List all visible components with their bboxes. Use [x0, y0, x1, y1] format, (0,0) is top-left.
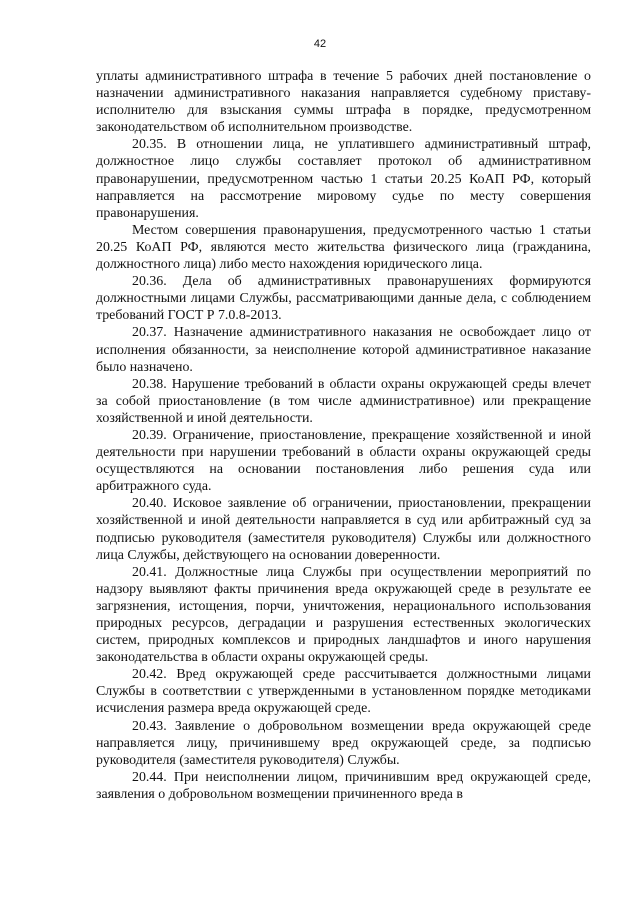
paragraph: 20.42. Вред окружающей среде рассчитывается должностными лицами Службы в соответствии с утвержденными в установленном порядке методиками исчисления размера вреда окружающей среде.: [96, 667, 591, 717]
paragraph: 20.35. В отношении лица, не уплатившего административный штраф, должностное лицо службы составляет протокол об административном правонарушении, предусмотренном частью 1 статьи 20.25 КоАП РФ, который направляется на рассмотрение мировому судье по месту совершения правонарушения.: [96, 137, 591, 221]
paragraph: уплаты административного штрафа в течение 5 рабочих дней постановление о назначении административного наказания направляется судебному приставу-исполнителю для взыскания суммы штрафа в порядке, предусмотренном законодательством об исполнительном производстве.: [96, 69, 591, 136]
paragraph: Местом совершения правонарушения, предусмотренного частью 1 статьи 20.25 КоАП РФ, являются место жительства физического лица (гражданина, должностного лица) либо место нахождения юридического лица.: [96, 222, 591, 273]
paragraph: 20.41. Должностные лица Службы при осуществлении мероприятий по надзору выявляют факты причинения вреда окружающей среде в результате ее загрязнения, истощения, порчи, уничтожения, нерационального использования природных ресурсов, деградации и разрушения естественных экологических систем, природных комплексов и природных ландшафтов и иного нарушения законодательства в области охраны окружающей среды.: [96, 564, 591, 666]
paragraph: 20.44. При неисполнении лицом, причинившим вред окружающей среде, заявления о добровольном возмещении причиненного вреда в: [96, 769, 591, 802]
paragraph: 20.37. Назначение административного наказания не освобождает лицо от исполнения обязанности, за неисполнение которой административное наказание было назначено.: [96, 325, 591, 375]
paragraph: 20.36. Дела об административных правонарушениях формируются должностными лицами Службы, рассматривающими данные дела, с соблюдением требований ГОСТ Р 7.0.8-2013.: [96, 274, 591, 324]
paragraph: 20.40. Исковое заявление об ограничении, приостановлении, прекращении хозяйственной и иной деятельности направляется в суд или арбитражный суд за подписью руководителя (заместителя руководителя) Службы или должностного лица Службы, действующего на основании доверенности.: [96, 496, 591, 563]
page-number: 42: [313, 38, 327, 50]
paragraph: 20.39. Ограничение, приостановление, прекращение хозяйственной и иной деятельности при нарушении требований в области охраны окружающей среды осуществляются на основании постановления либо решения суда или арбитражного суда.: [96, 427, 591, 495]
paragraph: 20.43. Заявление о добровольном возмещении вреда окружающей среде направляется лицу, причинившему вред окружающей среде, за подписью руководителя (заместителя руководителя) Службы.: [96, 718, 591, 768]
paragraph: 20.38. Нарушение требований в области охраны окружающей среды влечет за собой приостановление (в том числе административное) или прекращение хозяйственной и иной деятельности.: [96, 376, 591, 426]
document-body: [96, 68, 591, 803]
